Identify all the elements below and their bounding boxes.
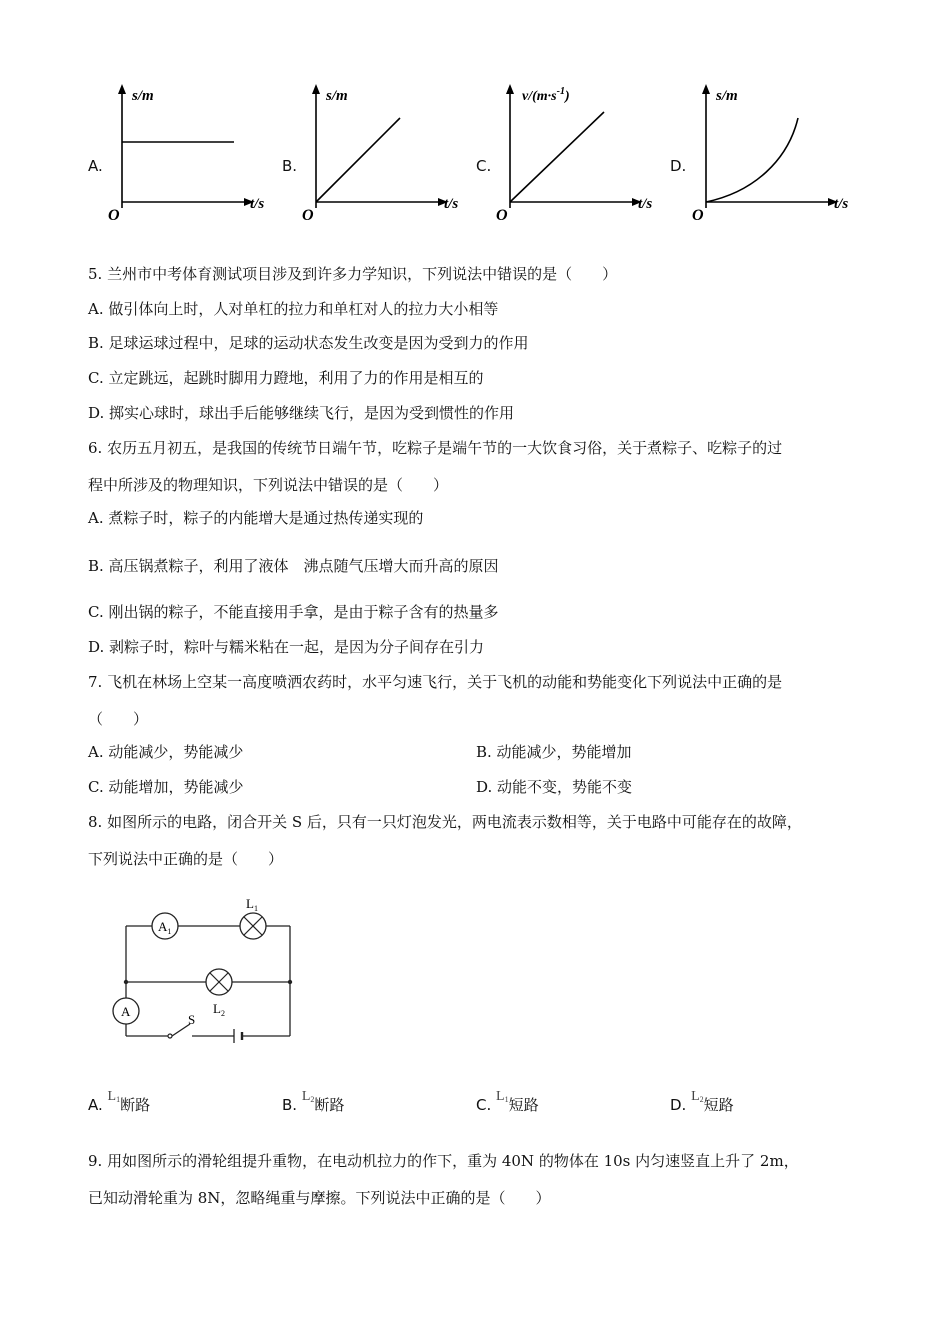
x-axis-label: t/s (638, 196, 653, 212)
origin-label: O (692, 207, 704, 224)
q8-stem-line1: 8. 如图所示的电路，闭合开关 S 后，只有一只灯泡发光，两电流表示数相等，关于电路中可能存在的故障， (88, 813, 802, 831)
x-axis-label: t/s (444, 196, 459, 212)
graph-c (488, 80, 668, 225)
q6-stem-line2: 程中所涉及的物理知识，下列说法中错误的是（ ） (88, 476, 449, 494)
junction-left (124, 980, 128, 984)
y-axis-label: s/m (326, 88, 348, 104)
graph-d (684, 80, 864, 225)
origin-label: O (108, 207, 120, 224)
junction-right (288, 980, 292, 984)
q8-option-b: B. $L^2$断路 (282, 1089, 345, 1114)
q8-option-a: A. $L^1$断路 (88, 1089, 151, 1114)
q8-option-c: C. $L^1$短路 (476, 1089, 539, 1114)
q8-option-d: D. $L^2$短路 (670, 1089, 734, 1114)
q7-option-c: C. 动能增加，势能减少 (88, 778, 244, 796)
y-axis-label: $v/(m\cdot s^{-1})$ (522, 86, 570, 104)
origin-label: O (496, 207, 508, 224)
q6-option-d: D. 剥粽子时，粽叶与糯米粘在一起，是因为分子间存在引力 (88, 638, 485, 656)
q9-stem-line1: 9. 用如图所示的滑轮组提升重物，在电动机拉力的作下，重为 40N 的物体在 10s 内匀速竖直上升了 2m， (88, 1152, 799, 1170)
q8-circuit-diagram (100, 890, 320, 1050)
origin-label: O (302, 207, 314, 224)
ammeter-a1-label: $A_1$ (158, 919, 172, 936)
switch-contact (168, 1034, 172, 1038)
q9-stem-line2: 已知动滑轮重为 8N，忽略绳重与摩擦。下列说法中正确的是（ ） (88, 1189, 551, 1207)
y-arrow (118, 84, 126, 94)
q6-option-c: C. 刚出锅的粽子，不能直接用手拿，是由于粽子含有的热量多 (88, 603, 499, 621)
q7-option-d: D. 动能不变，势能不变 (476, 778, 633, 796)
graph-b (294, 80, 469, 225)
q7-stem-line1: 7. 飞机在林场上空某一高度喷洒农药时，水平匀速飞行，关于飞机的动能和势能变化下列说法中正确的是 (88, 673, 783, 691)
q5-option-c: C. 立定跳远，起跳时脚用力蹬地，利用了力的作用是相互的 (88, 369, 484, 387)
y-axis-label: s/m (716, 88, 738, 104)
x-axis-label: t/s (834, 196, 849, 212)
data-line (510, 112, 604, 202)
q5-option-b: B. 足球运球过程中，足球的运动状态发生改变是因为受到力的作用 (88, 334, 529, 352)
switch-label: S (188, 1012, 196, 1027)
q6-option-b: B. 高压锅煮粽子，利用了液体 沸点随气压增大而升高的原因 (88, 557, 499, 575)
q6-option-a: A. 煮粽子时，粽子的内能增大是通过热传递实现的 (88, 509, 424, 527)
graph-d-label: D. (670, 157, 687, 175)
q8-stem-line2: 下列说法中正确的是（ ） (88, 850, 284, 868)
q7-stem-line2: （ ） (88, 710, 149, 728)
graph-a (100, 80, 270, 225)
data-curve (706, 118, 798, 202)
q7-option-b: B. 动能减少，势能增加 (476, 743, 632, 761)
data-line (316, 118, 400, 202)
q5-option-d: D. 掷实心球时，球出手后能够继续飞行，是因为受到惯性的作用 (88, 404, 515, 422)
graph-c-label: C. (476, 157, 492, 175)
graph-b-label: B. (282, 157, 298, 175)
lamp-l1-label: $L_1$ (246, 896, 258, 913)
graph-a-label: A. (88, 157, 103, 175)
q7-option-a: A. 动能减少，势能减少 (88, 743, 244, 761)
y-axis-label: s/m (132, 88, 154, 104)
q5-option-a: A. 做引体向上时，人对单杠的拉力和单杠对人的拉力大小相等 (88, 300, 499, 318)
lamp-l2-label: $L_2$ (213, 1001, 225, 1018)
ammeter-a-label: A (121, 1004, 131, 1019)
x-axis-label: t/s (250, 196, 265, 212)
q6-stem-line1: 6. 农历五月初五，是我国的传统节日端午节，吃粽子是端午节的一大饮食习俗，关于煮粽子、吃粽子的过 (88, 439, 783, 457)
q5-stem: 5. 兰州市中考体育测试项目涉及到许多力学知识，下列说法中错误的是（ ） (88, 265, 618, 283)
